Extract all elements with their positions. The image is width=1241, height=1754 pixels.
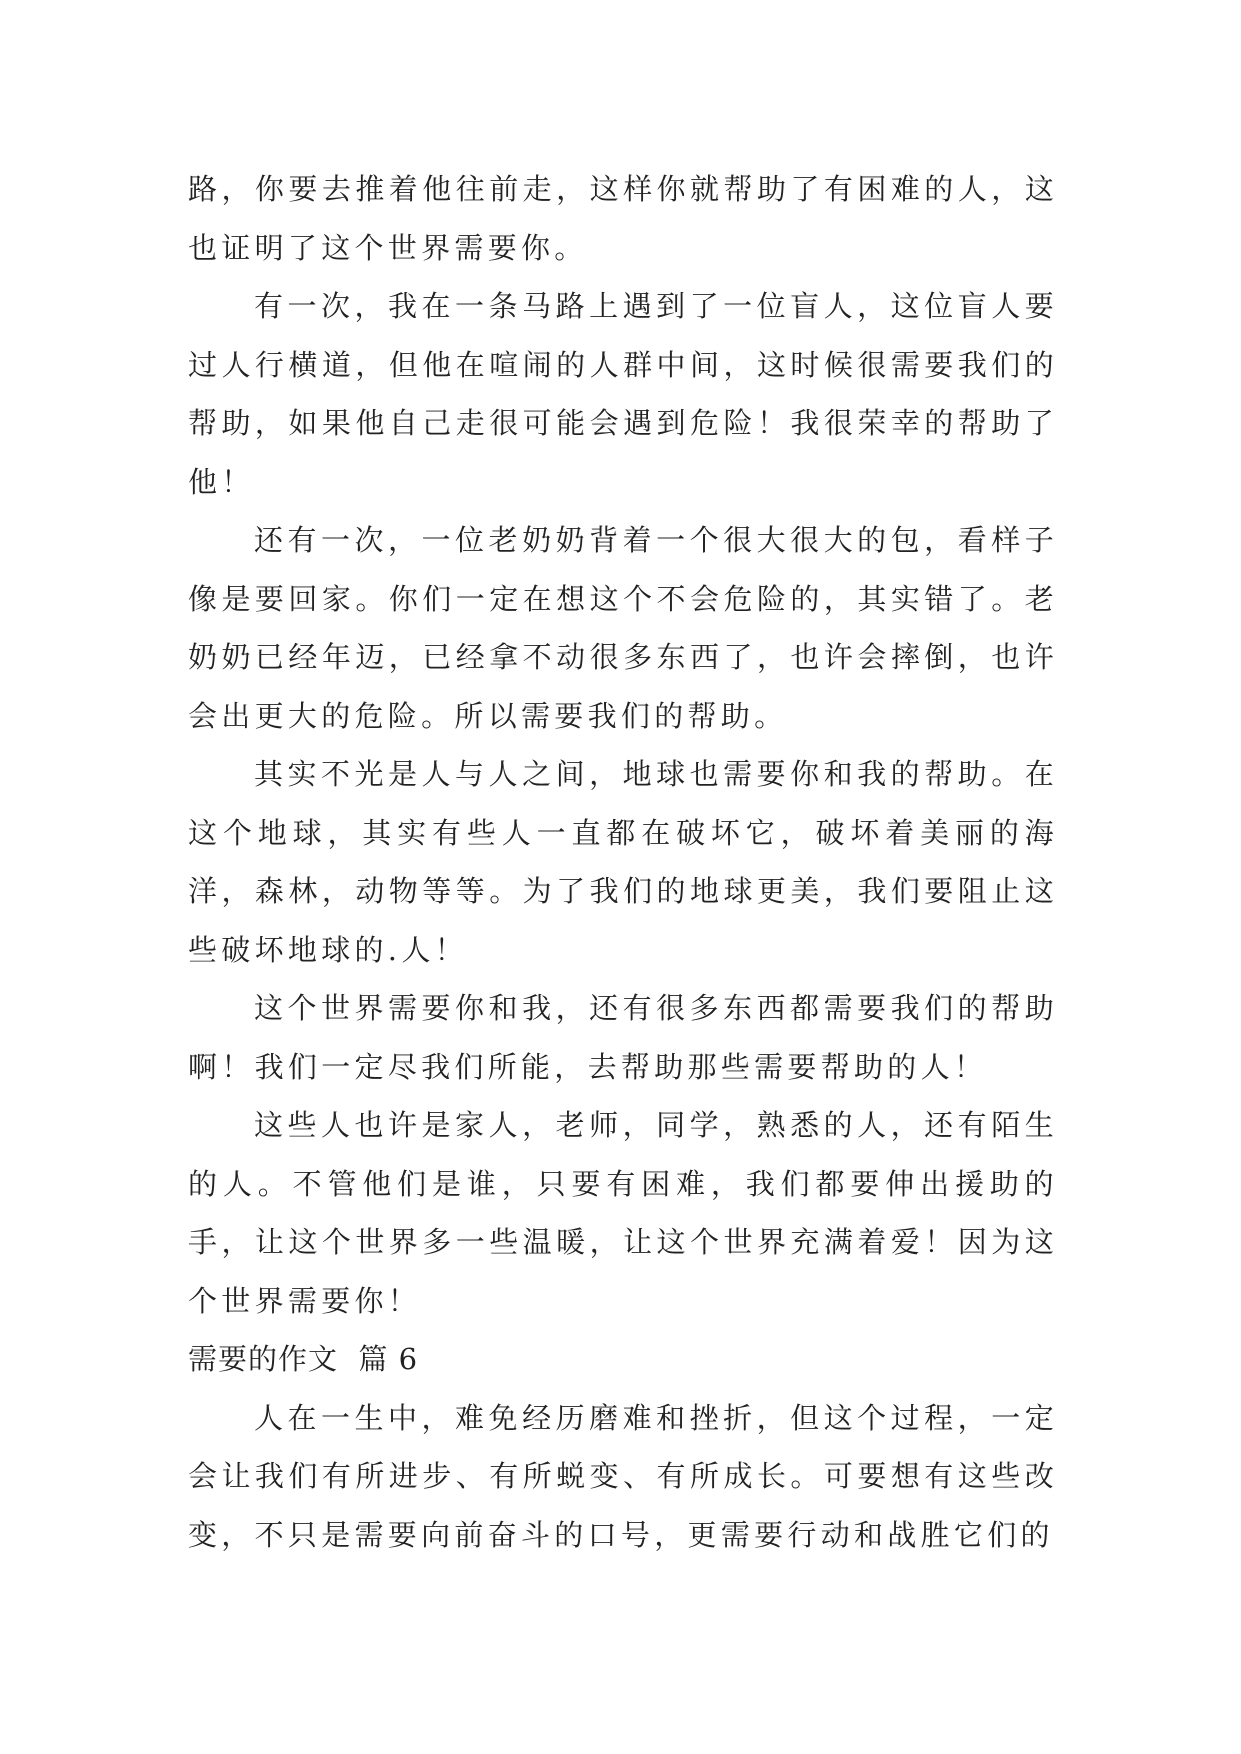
document-body bbox=[188, 160, 1058, 1564]
section-paragraph-1: 人在一生中，难免经历磨难和挫折，但这个过程，一定会让我们有所进步、有所蜕变、有所成长。可要想有这些改变，不只是需要向前奋斗的口号，更需要行动和战胜它们的 bbox=[188, 1400, 1058, 1552]
paragraph-4: 其实不光是人与人之间，地球也需要你和我的帮助。在这个地球，其实有些人一直都在破坏它，破坏着美丽的海洋，森林，动物等等。为了我们的地球更美，我们要阻止这些破坏地球的.人！ bbox=[188, 757, 1058, 967]
paragraph-6: 这些人也许是家人，老师，同学，熟悉的人，还有陌生的人。不管他们是谁，只要有困难，我们都要伸出援助的手，让这个世界多一些温暖，让这个世界充满着爱！因为这个世界需要你！ bbox=[188, 1108, 1058, 1318]
section-heading: 需要的作文 篇 6 bbox=[188, 1342, 419, 1376]
paragraph-5: 这个世界需要你和我，还有很多东西都需要我们的帮助啊！我们一定尽我们所能，去帮助那些需要帮助的人！ bbox=[188, 991, 1058, 1084]
paragraph-2: 有一次，我在一条马路上遇到了一位盲人，这位盲人要过人行横道，但他在喧闹的人群中间，这时候很需要我们的帮助，如果他自己走很可能会遇到危险！我很荣幸的帮助了他！ bbox=[188, 289, 1058, 499]
paragraph-3: 还有一次，一位老奶奶背着一个很大很大的包，看样子像是要回家。你们一定在想这个不会危险的，其实错了。老奶奶已经年迈，已经拿不动很多东西了，也许会摔倒，也许会出更大的危险。所以需要我们的帮助。 bbox=[188, 523, 1058, 733]
paragraph-1: 路，你要去推着他往前走，这样你就帮助了有困难的人，这也证明了这个世界需要你。 bbox=[188, 172, 1058, 265]
